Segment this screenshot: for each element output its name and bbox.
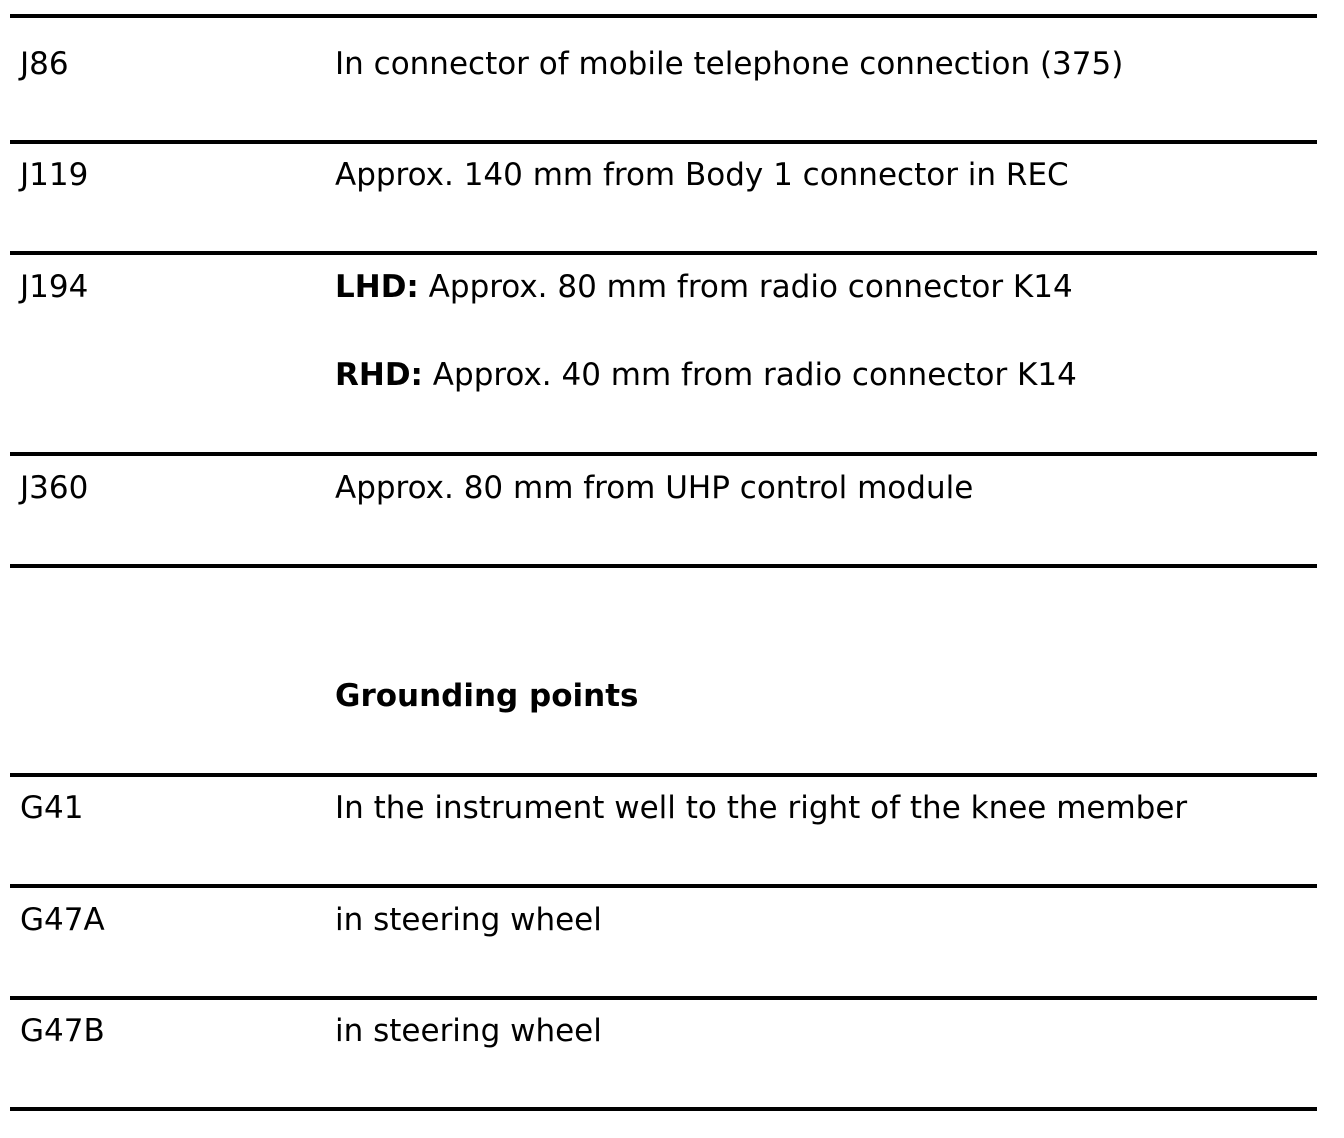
table-rule [10,452,1317,456]
table-rule [10,251,1317,255]
row-description: in steering wheel [335,902,602,938]
lhd-label: LHD: [335,269,419,305]
row-code: G47A [20,902,105,938]
row-code: G47B [20,1013,105,1049]
row-description: in steering wheel [335,1013,602,1049]
table-rule-top [10,773,1317,777]
row-code: J360 [20,470,89,506]
section-heading: Grounding points [335,678,639,714]
row-description: Approx. 140 mm from Body 1 connector in REC [335,157,1069,193]
table-rule [10,996,1317,1000]
table-rule-bottom [10,1107,1317,1111]
table-rule [10,140,1317,144]
row-description-lhd [335,269,1073,305]
row-code: G41 [20,790,84,826]
row-description-rhd [335,357,1077,393]
row-code: J119 [20,157,89,193]
row-description: Approx. 80 mm from UHP control module [335,470,974,506]
table-rule-bottom [10,564,1317,568]
rhd-label: RHD: [335,357,423,393]
lhd-text: Approx. 80 mm from radio connector K14 [418,269,1073,305]
table-rule-top [10,14,1317,18]
row-code: J86 [20,46,69,82]
row-description: In the instrument well to the right of the knee member [335,790,1188,826]
row-description: In connector of mobile telephone connection (375) [335,46,1124,82]
rhd-text: Approx. 40 mm from radio connector K14 [422,357,1077,393]
table-rule [10,884,1317,888]
row-code: J194 [20,269,89,305]
